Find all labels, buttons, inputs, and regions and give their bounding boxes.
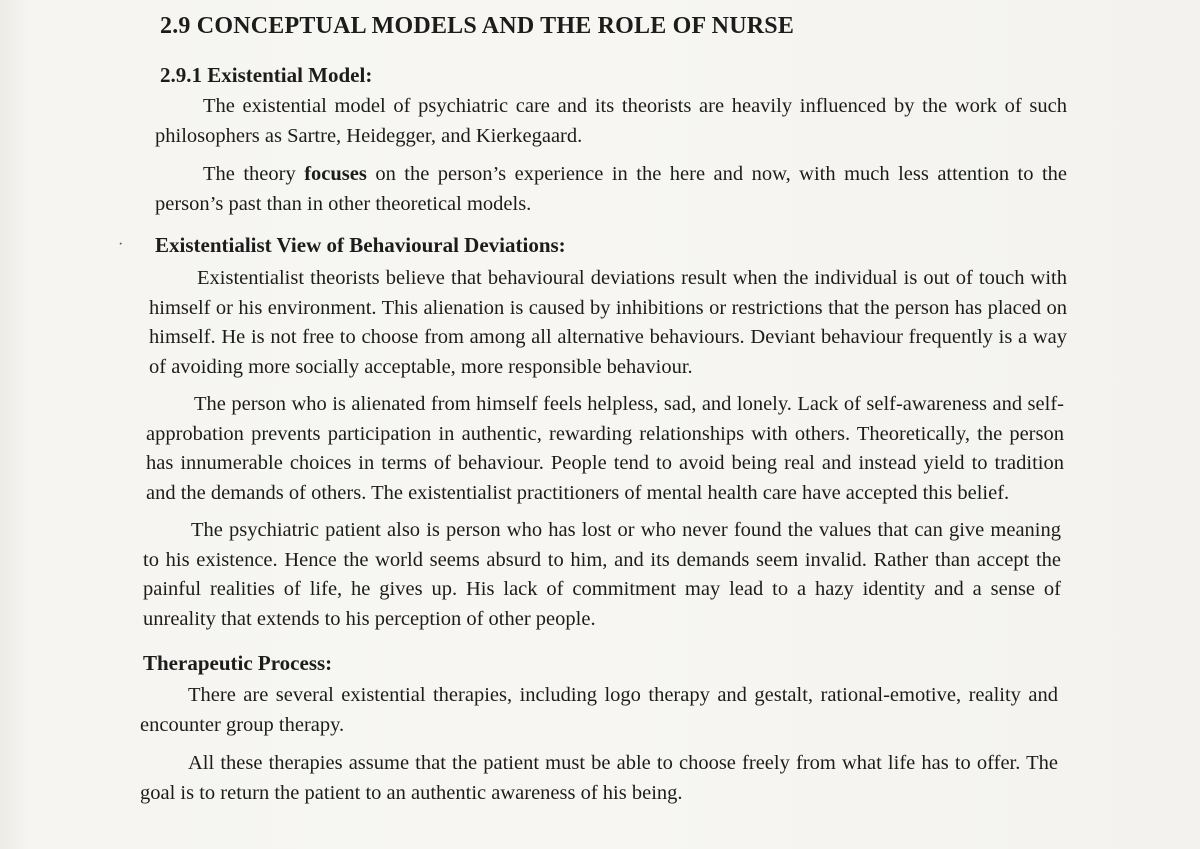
- deviations-paragraph-1: Existentialist theorists believe that behavioural deviations result when the individual is out of touch with himself or his environment. This alienation is caused by inhibitions or restrictions that the person has placed on himself. He is not free to choose from among all alternative behaviours. Deviant behaviour frequently is a way of avoiding more socially acceptable, more responsible behaviour.: [149, 267, 1067, 378]
- therapeutic-paragraph-1: There are several existential therapies, including logo therapy and gestalt, rational-emotive, reality and encounter group therapy.: [140, 684, 1058, 736]
- deviations-paragraph-2: The person who is alienated from himself feels helpless, sad, and lonely. Lack of self-awareness and self-approbation prevents participation in authentic, rewarding relationships with others. Theoretically, the person has innumerable choices in terms of behaviour. People tend to avoid being real and instead yield to tradition and the demands of others. The existentialist practitioners of mental health care have accepted this belief.: [146, 393, 1064, 504]
- section-heading: 2.9 CONCEPTUAL MODELS AND THE ROLE OF NURSE: [160, 13, 795, 39]
- deviations-paragraph-3: The psychiatric patient also is person who has lost or who never found the values that can give meaning to his existence. Hence the world seems absurd to him, and its demands seem invalid. Rather than accept the painful realities of life, he gives up. His lack of commitment may lead to a hazy identity and a sense of unreality that extends to his perception of other people.: [143, 519, 1061, 630]
- intro-p2-bold-word: focuses: [304, 163, 367, 185]
- intro-p2-text-start: The theory: [203, 163, 305, 185]
- deviations-heading: Existentialist View of Behavioural Deviations:: [155, 233, 566, 257]
- intro-paragraph-1: The existential model of psychiatric care and its theorists are heavily influenced by the work of such philosophers as Sartre, Heidegger, and Kierkegaard.: [155, 95, 1067, 147]
- therapeutic-paragraph-2: All these therapies assume that the patient must be able to choose freely from what life has to offer. The goal is to return the patient to an authentic awareness of his being.: [140, 752, 1058, 804]
- bullet-mark: ·: [118, 236, 124, 253]
- intro-paragraph-2: [155, 160, 1067, 219]
- page-content: [140, 8, 1070, 808]
- intro-p2-text-end: on the person’s experience in the here and now, with much less attention to the person’s past than in other theoretical models.: [155, 163, 1068, 215]
- subsection-heading: 2.9.1 Existential Model:: [160, 63, 373, 87]
- therapeutic-heading: Therapeutic Process:: [143, 651, 333, 675]
